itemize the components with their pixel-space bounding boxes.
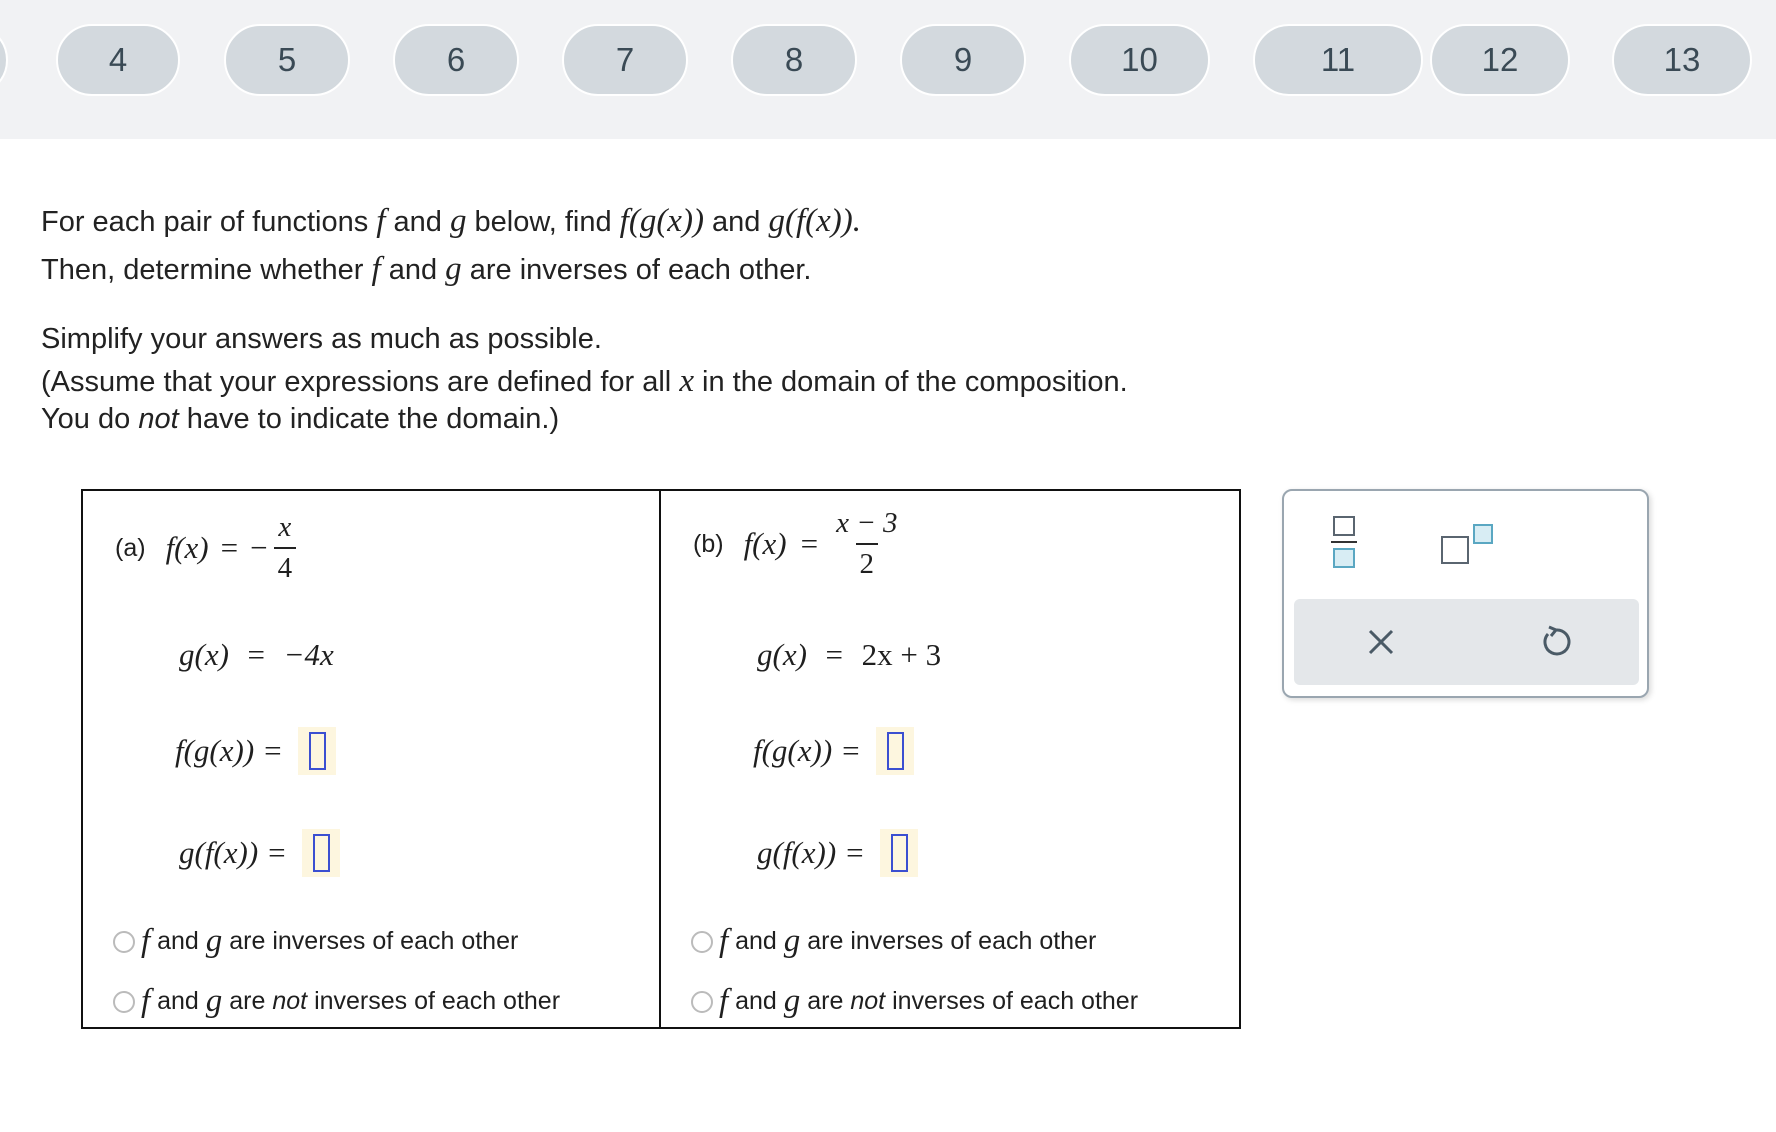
text: below, find [474, 206, 612, 238]
radio-button[interactable] [691, 931, 713, 953]
denominator: 2 [856, 543, 879, 581]
question-pill-8[interactable]: 8 [731, 24, 857, 96]
text: are inverses of each other. [469, 254, 812, 286]
text: (Assume that your expressions are defined for all [41, 366, 672, 398]
part-a-f-definition [115, 511, 296, 585]
option-inverses[interactable] [113, 923, 518, 960]
text: and [735, 927, 777, 955]
equals: = [268, 835, 286, 870]
part-b-panel [659, 489, 1241, 1029]
question-pill-9[interactable]: 9 [900, 24, 1026, 96]
math-f: f [376, 203, 386, 239]
radio-button[interactable] [691, 991, 713, 1013]
instruction-line-4 [41, 363, 1128, 400]
instruction-line-1 [41, 203, 861, 240]
f-of-g-of-x: f(g(x)) [175, 733, 255, 768]
text: inverses of each other [314, 987, 561, 1015]
math-g: g [449, 203, 467, 239]
answer-fg-input[interactable] [298, 727, 336, 775]
f-of-x: f(x) [743, 526, 787, 561]
instruction-line-2 [41, 251, 811, 288]
text: inverses of each other [892, 987, 1139, 1015]
answer-gf-input[interactable] [302, 829, 340, 877]
math-fg: f(g(x)) [619, 203, 704, 239]
f-of-g-of-x: f(g(x)) [753, 733, 833, 768]
option-inverses[interactable] [691, 923, 1096, 960]
question-pill-11[interactable]: 11 [1253, 24, 1423, 96]
equals: = [825, 637, 844, 672]
toolbox-action-bar [1294, 599, 1639, 685]
math-f: f [371, 251, 381, 287]
superscript-icon[interactable] [1440, 523, 1494, 570]
g-of-x: g(x) [757, 637, 807, 672]
emphasis-not: not [138, 403, 179, 435]
g-expression: −4x [283, 637, 334, 672]
question-pill-6[interactable]: 6 [393, 24, 519, 96]
numerator: x [278, 511, 292, 543]
math-g: g [205, 923, 223, 959]
equals: = [220, 530, 239, 565]
answer-fg-input[interactable] [876, 727, 914, 775]
fraction [832, 507, 901, 581]
text: are inverses of each other [807, 927, 1097, 955]
part-a-panel [81, 489, 661, 1029]
math-toolbox [1282, 489, 1649, 698]
numerator: x − 3 [836, 507, 898, 539]
minus-sign: − [250, 530, 268, 565]
equals: = [800, 526, 819, 561]
emphasis-not: not [272, 987, 308, 1015]
part-a-g-definition [179, 637, 334, 673]
part-b-f-definition [693, 507, 902, 581]
equals: = [842, 733, 860, 768]
part-label: (b) [693, 529, 724, 558]
clear-icon[interactable] [1366, 627, 1396, 662]
math-g: g [783, 983, 801, 1019]
text: are [807, 987, 844, 1015]
part-a-fg-row [175, 727, 336, 775]
answer-gf-input[interactable] [880, 829, 918, 877]
g-of-f-of-x: g(f(x)) [757, 835, 837, 870]
text: in the domain of the composition. [702, 366, 1128, 398]
f-of-x: f(x) [165, 530, 209, 565]
text: and [712, 206, 761, 238]
question-pill-5[interactable]: 5 [224, 24, 350, 96]
equals: = [264, 733, 282, 768]
fraction [274, 511, 297, 585]
part-b-gf-row [757, 829, 918, 877]
text: You do [41, 403, 131, 435]
option-not-inverses[interactable] [691, 983, 1138, 1020]
text: and [393, 206, 442, 238]
fraction-icon[interactable] [1330, 515, 1358, 576]
text: and [735, 987, 777, 1015]
emphasis-not: not [850, 987, 886, 1015]
question-nav-bar [0, 0, 1776, 139]
equals: = [247, 637, 266, 672]
text: and [157, 987, 199, 1015]
instruction-line-5 [41, 403, 559, 436]
question-pill-4[interactable]: 4 [56, 24, 180, 96]
question-pill-12[interactable]: 12 [1430, 24, 1570, 96]
part-label: (a) [115, 533, 146, 562]
math-x: x [679, 363, 694, 399]
math-g: g [205, 983, 223, 1019]
option-not-inverses[interactable] [113, 983, 560, 1020]
text: have to indicate the domain.) [186, 403, 560, 435]
part-b-g-definition [757, 637, 941, 673]
instruction-line-3: Simplify your answers as much as possible. [41, 323, 602, 355]
text: are inverses of each other [229, 927, 519, 955]
text: and [157, 927, 199, 955]
question-pill-7[interactable]: 7 [562, 24, 688, 96]
text: For each pair of functions [41, 206, 369, 238]
math-f: f [719, 923, 729, 959]
math-f: f [141, 923, 151, 959]
g-of-f-of-x: g(f(x)) [179, 835, 259, 870]
undo-icon[interactable] [1539, 625, 1573, 664]
math-g: g [783, 923, 801, 959]
math-f: f [719, 983, 729, 1019]
denominator: 4 [274, 547, 297, 585]
g-expression: 2x + 3 [861, 637, 942, 672]
radio-button[interactable] [113, 931, 135, 953]
math-f: f [141, 983, 151, 1019]
text: Then, determine whether [41, 254, 364, 286]
text: are [229, 987, 266, 1015]
part-a-gf-row [179, 829, 340, 877]
question-pill-10[interactable]: 10 [1069, 24, 1210, 96]
question-pill-13[interactable]: 13 [1612, 24, 1752, 96]
radio-button[interactable] [113, 991, 135, 1013]
text: and [388, 254, 438, 286]
equals: = [846, 835, 864, 870]
math-gf: g(f(x)). [768, 203, 861, 239]
part-b-fg-row [753, 727, 914, 775]
question-pill-prev[interactable] [0, 24, 8, 96]
math-g: g [445, 251, 462, 287]
g-of-x: g(x) [179, 637, 229, 672]
